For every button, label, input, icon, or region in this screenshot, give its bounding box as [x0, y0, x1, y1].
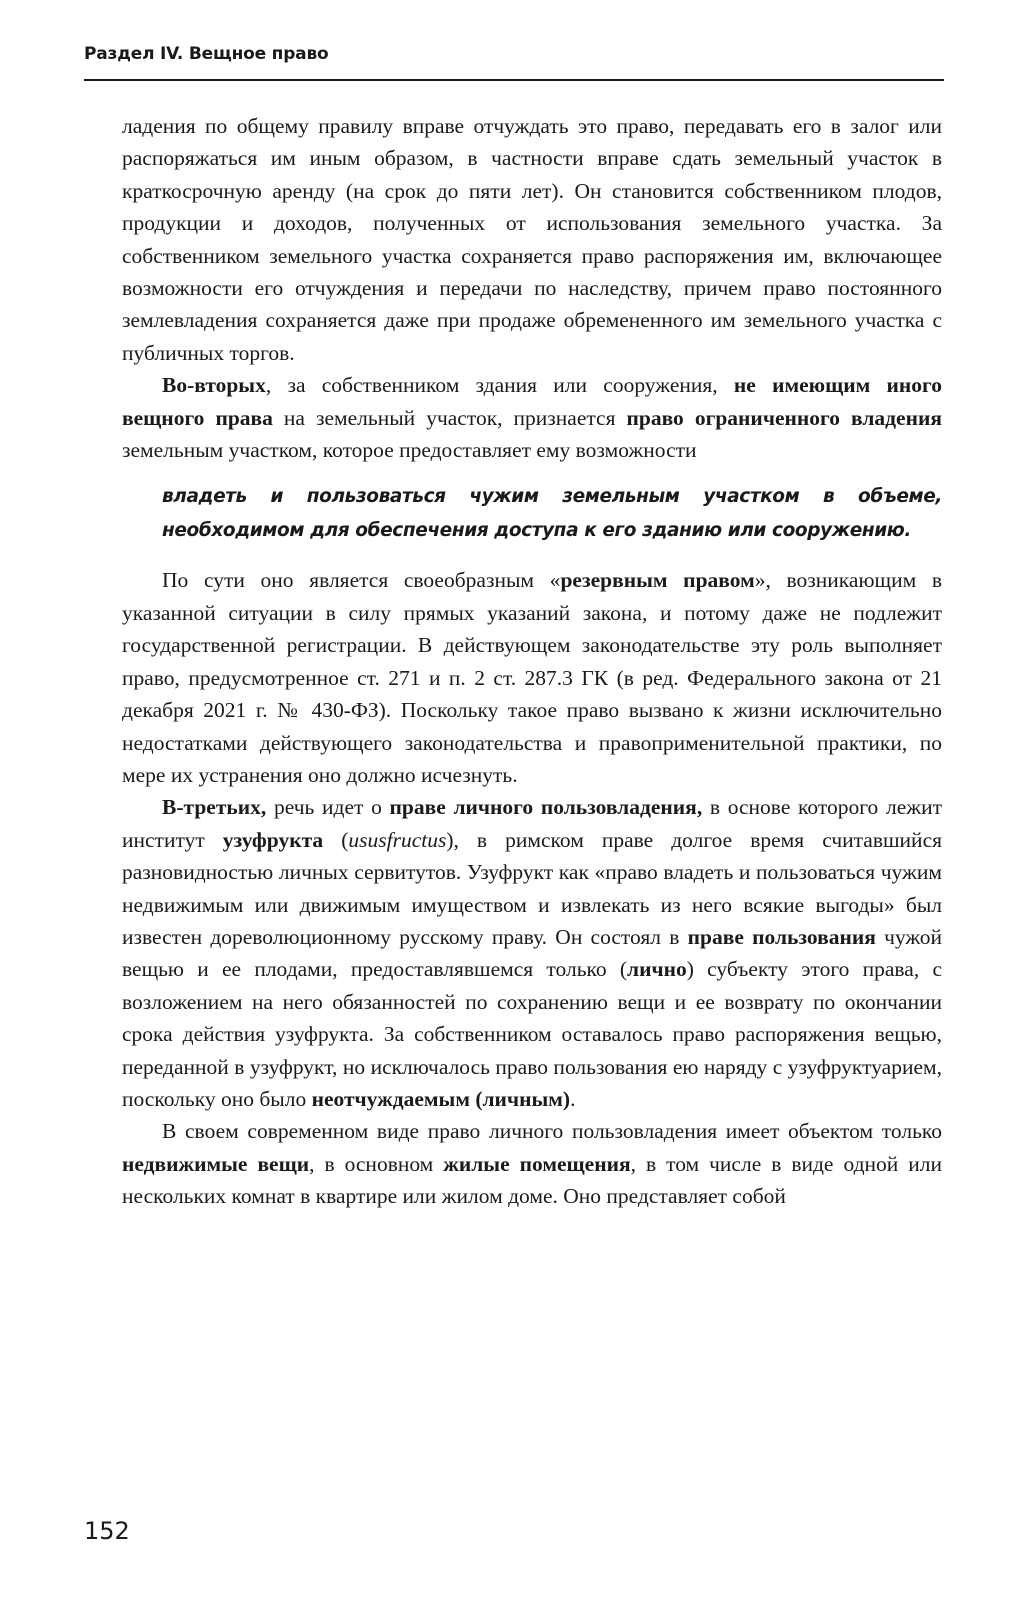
- text-run: , в основном: [309, 1151, 444, 1176]
- bold-term: узуфрукта: [222, 827, 324, 852]
- text-run: ), в римском праве долгое время считавшийся разновидностью личных сервитутов. Узуфрукт как «право владеть и пользоваться чужим недвижимым или движимым имуществом и извлекать из него всякие выгоды» был известен дореволюционному русскому праву. Он состоял в: [122, 827, 942, 949]
- bold-term: праве пользования: [687, 924, 876, 949]
- bold-term: жилые помещения: [443, 1151, 631, 1176]
- bold-term: не имеющим иного вещного права: [122, 373, 943, 430]
- text-run: речь идет о: [266, 795, 390, 820]
- header-rule: [84, 79, 944, 81]
- text-run: владеть и пользоваться чужим земельным участком в объеме, необходимом для обеспечения доступа к его зданию или сооружению.: [162, 486, 942, 542]
- text-run: ) субъекту этого права, с возложением на него обязанностей по сохранению вещи и ее возврату по окончании срока действия узуфрукта. За собственником оставалось право распоряжения вещью, переданной в узуфрукт, но исключалось право пользования ею наряду с узуфруктуарием, поскольку оно было: [122, 957, 942, 1111]
- bold-term: недвижимые вещи: [122, 1151, 310, 1176]
- paragraph: [122, 369, 942, 466]
- text-run: , в том числе в виде одной или нескольких комнат в квартире или жилом доме. Оно представляет собой: [122, 1151, 942, 1209]
- paragraph: [122, 1115, 942, 1212]
- bold-term: В-третьих,: [162, 795, 267, 820]
- text-run: земельным участком, которое предоставляет ему возможности: [122, 438, 697, 463]
- page-number: 152: [84, 1517, 130, 1545]
- text-run: в основе которого лежит институт: [122, 795, 942, 852]
- text-run: (: [323, 827, 349, 852]
- paragraph: [122, 564, 942, 791]
- running-head: Раздел IV. Вещное право: [84, 44, 329, 64]
- bold-term: праве личного пользовладения,: [389, 795, 703, 820]
- paragraph: [122, 791, 942, 1115]
- text-run: на земельный участок, признается: [272, 405, 627, 430]
- bold-term: лично: [627, 957, 687, 982]
- text-run: По сути оно является своеобразным «: [162, 568, 561, 593]
- italic-term: ususfructus: [348, 827, 447, 852]
- bold-term: право ограниченного владения: [626, 405, 942, 430]
- text-run: чужой вещью и ее плодами, предоставлявшемся только (: [122, 924, 942, 982]
- text-run: .: [570, 1086, 576, 1111]
- bold-term: резервным правом: [560, 568, 755, 593]
- text-run: ладения по общему правилу вправе отчуждать это право, передавать его в залог или распоряжаться им иным образом, в частности вправе сдать земельный участок в краткосрочную аренду (на срок до пяти лет). Он становится собственником плодов, продукции и доходов, полученных от использования земельного участка. За собственником земельного участка сохраняется право распоряжения им, включающее возможности его отчуждения и передачи по наследству, причем право постоянного землевладения сохраняется даже при продаже обремененного им земельного участка с публичных торгов.: [122, 114, 942, 365]
- italic-callout: [162, 480, 942, 548]
- text-run: », возникающим в указанной ситуации в силу прямых указаний закона, и потому даже не подлежит государственной регистрации. В действующем законодательстве эту роль выполняет право, предусмотренное ст. 271 и п. 2 ст. 287.3 ГК (в ред. Федерального закона от 21 декабря 2021 г. № 430-ФЗ). Поскольку такое право вызвано к жизни исключительно недостатками действующего законодательства и правоприменительной практики, по мере их устранения оно должно исчезнуть.: [122, 568, 942, 787]
- text-run: В своем современном виде право личного пользовладения имеет объектом только: [162, 1119, 942, 1144]
- bold-term: Во-вторых: [162, 373, 266, 398]
- bold-term: неотчуждаемым (личным): [311, 1086, 571, 1111]
- page-body: [122, 110, 942, 1213]
- text-run: , за собственником здания или сооружения,: [265, 373, 734, 398]
- paragraph: [122, 110, 942, 369]
